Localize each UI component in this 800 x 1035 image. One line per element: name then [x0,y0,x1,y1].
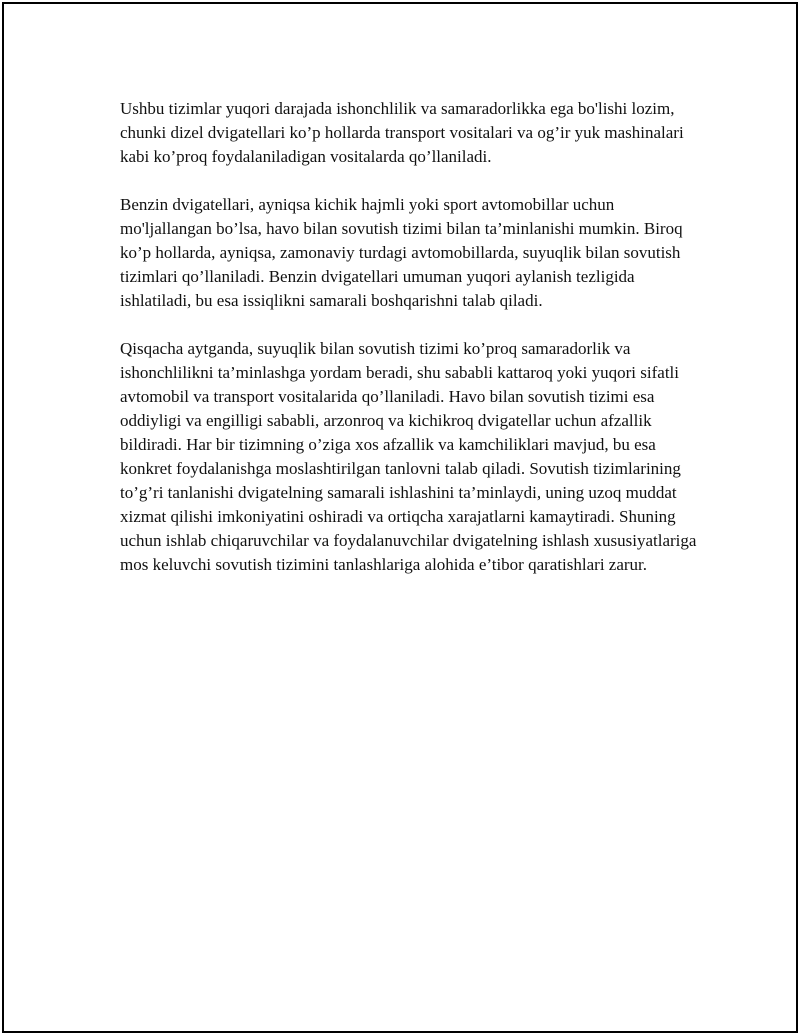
paragraph-2: Benzin dvigatellari, ayniqsa kichik hajmli yoki sport avtomobillar uchun mo'ljallangan bo’lsa, havo bilan sovutish tizimi bilan ta’minlanishi mumkin. Biroq ko’p hollarda, ayniqsa, zamonaviy turdagi avtomobillarda, suyuqlik bilan sovutish tizimlari qo’llaniladi. Benzin dvigatellari umuman yuqori aylanish tezligida ishlatiladi, bu esa issiqlikni samarali boshqarishni talab qiladi. [120,195,683,310]
document-page [2,2,798,1033]
document-body [120,97,700,601]
paragraph-3: Qisqacha aytganda, suyuqlik bilan sovutish tizimi ko’proq samaradorlik va ishonchlilikni ta’minlashga yordam beradi, shu sababli kattaroq yoki yuqori sifatli avtomobil va transport vositalarida qo’llaniladi. Havo bilan sovutish tizimi esa oddiyligi va engilligi sababli, arzonroq va kichikroq dvigatellar uchun afzallik bildiradi. Har bir tizimning o’ziga xos afzallik va kamchiliklari mavjud, bu esa konkret foydalanishga moslashtirilgan tanlovni talab qiladi. Sovutish tizimlarining to’g’ri tanlanishi dvigatelning samarali ishlashini ta’minlaydi, uning uzoq muddat xizmat qilishi imkoniyatini oshiradi va ortiqcha xarajatlarni kamaytiradi. Shuning uchun ishlab chiqaruvchilar va foydalanuvchilar dvigatelning ishlash xususiyatlariga mos keluvchi sovutish tizimini tanlashlariga alohida e’tibor qaratishlari zarur. [120,339,697,574]
paragraph-1: Ushbu tizimlar yuqori darajada ishonchlilik va samaradorlikka ega bo'lishi lozim, chunki dizel dvigatellari ko’p hollarda transport vositalari va og’ir yuk mashinalari kabi ko’proq foydalaniladigan vositalarda qo’llaniladi. [120,99,684,166]
